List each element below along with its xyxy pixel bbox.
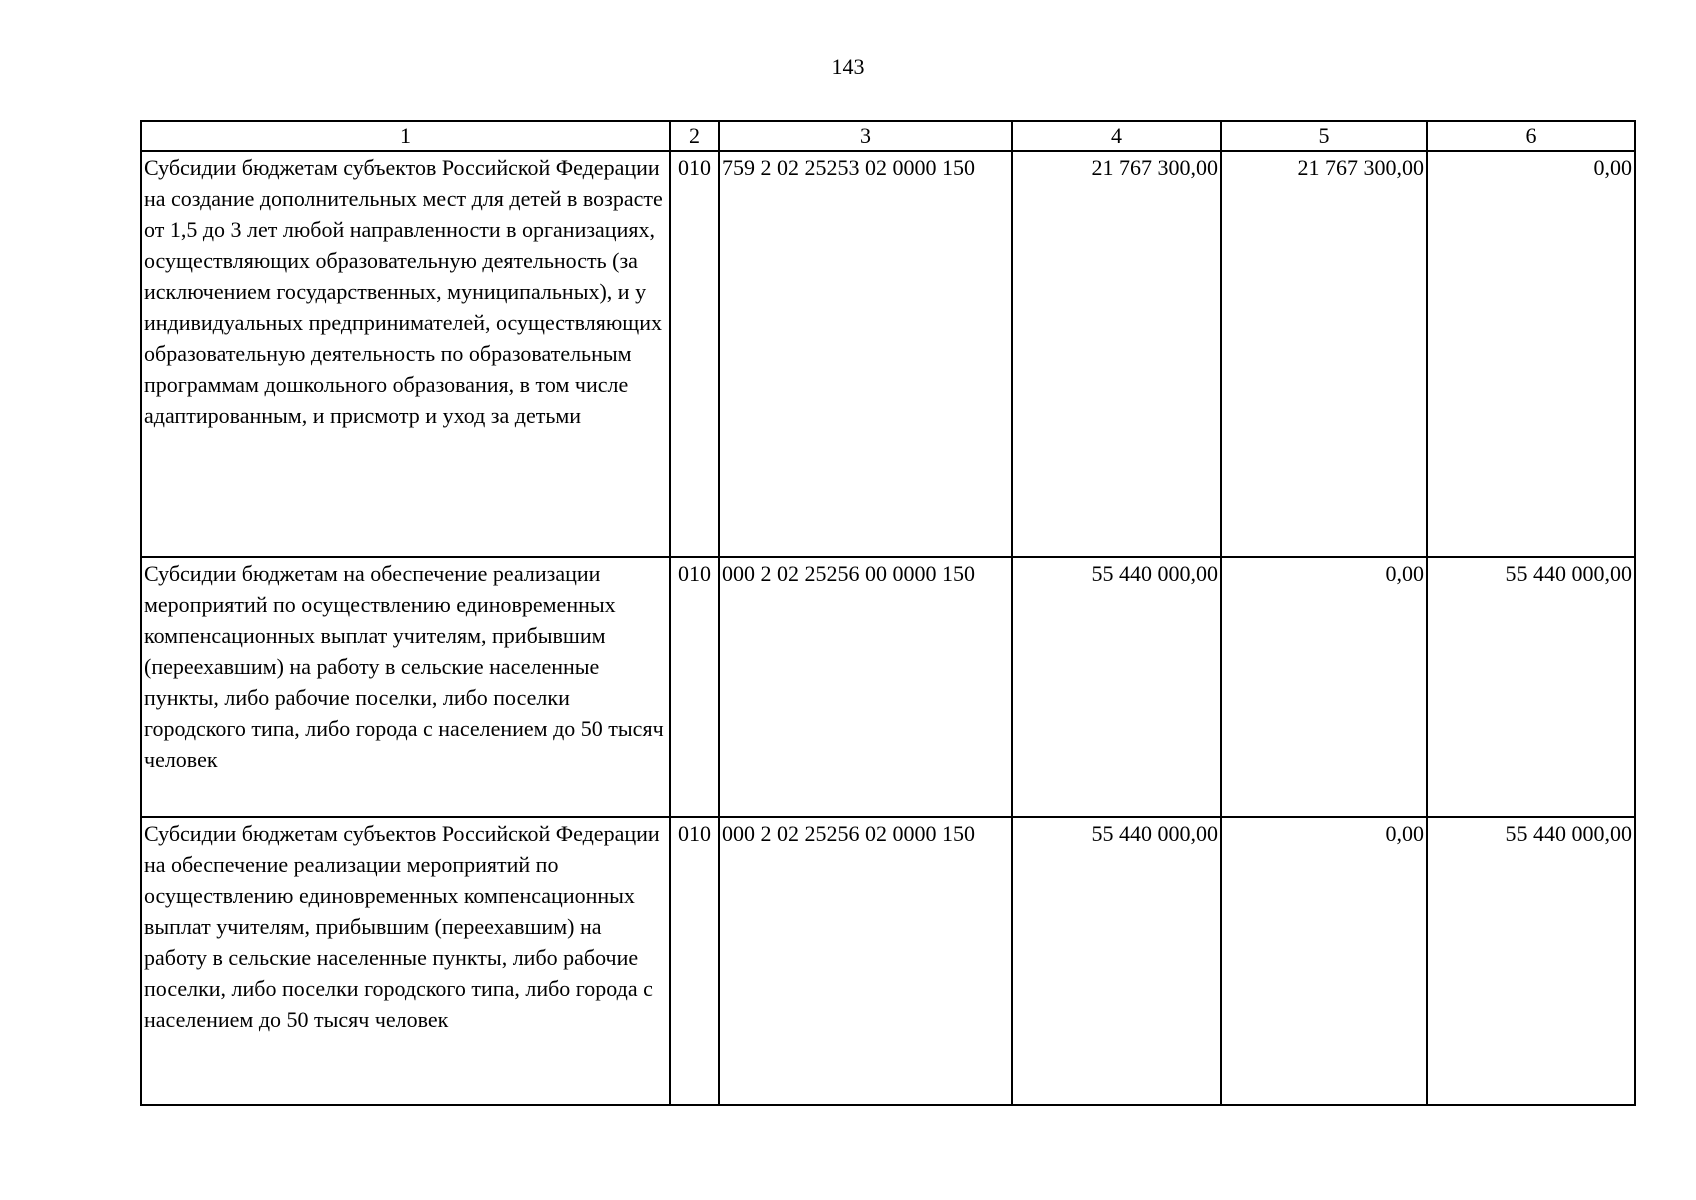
row-admin-code: 010 — [670, 151, 719, 557]
budget-table — [140, 120, 1636, 1106]
column-header-5: 5 — [1221, 121, 1427, 151]
row-value-col5: 0,00 — [1221, 817, 1427, 1105]
column-header-6: 6 — [1427, 121, 1635, 151]
row-admin-code: 010 — [670, 817, 719, 1105]
table-row — [141, 817, 1635, 1105]
row-budget-code: 000 2 02 25256 00 0000 150 — [719, 557, 1012, 817]
column-header-2: 2 — [670, 121, 719, 151]
column-header-1: 1 — [141, 121, 670, 151]
row-value-col6: 55 440 000,00 — [1427, 557, 1635, 817]
row-value-col6: 0,00 — [1427, 151, 1635, 557]
table-row — [141, 151, 1635, 557]
table-row — [141, 557, 1635, 817]
row-value-col6: 55 440 000,00 — [1427, 817, 1635, 1105]
row-value-col5: 0,00 — [1221, 557, 1427, 817]
page-number: 143 — [831, 54, 865, 79]
row-description: Субсидии бюджетам на обеспечение реализации мероприятий по осуществлению единовременных компенсационных выплат учителям, прибывшим (переехавшим) на работу в сельские населенные пункты, либо рабочие поселки, либо поселки городского типа, либо города с населением до 50 тысяч человек — [141, 557, 670, 817]
column-header-3: 3 — [719, 121, 1012, 151]
row-budget-code: 759 2 02 25253 02 0000 150 — [719, 151, 1012, 557]
row-description: Субсидии бюджетам субъектов Российской Федерации на создание дополнительных мест для детей в возрасте от 1,5 до 3 лет любой направленности в организациях, осуществляющих образовательную деятельность (за исключением государственных, муниципальных), и у индивидуальных предпринимателей, осуществляющих образовательную деятельность по образовательным программам дошкольного образования, в том числе адаптированным, и присмотр и уход за детьми — [141, 151, 670, 557]
row-value-col5: 21 767 300,00 — [1221, 151, 1427, 557]
row-description: Субсидии бюджетам субъектов Российской Федерации на обеспечение реализации мероприятий по осуществлению единовременных компенсационных выплат учителям, прибывшим (переехавшим) на работу в сельские населенные пункты, либо рабочие поселки, либо поселки городского типа, либо города с населением до 50 тысяч человек — [141, 817, 670, 1105]
row-value-col4: 21 767 300,00 — [1012, 151, 1221, 557]
row-budget-code: 000 2 02 25256 02 0000 150 — [719, 817, 1012, 1105]
column-header-4: 4 — [1012, 121, 1221, 151]
row-value-col4: 55 440 000,00 — [1012, 557, 1221, 817]
table-header-row — [141, 121, 1635, 151]
row-admin-code: 010 — [670, 557, 719, 817]
row-value-col4: 55 440 000,00 — [1012, 817, 1221, 1105]
